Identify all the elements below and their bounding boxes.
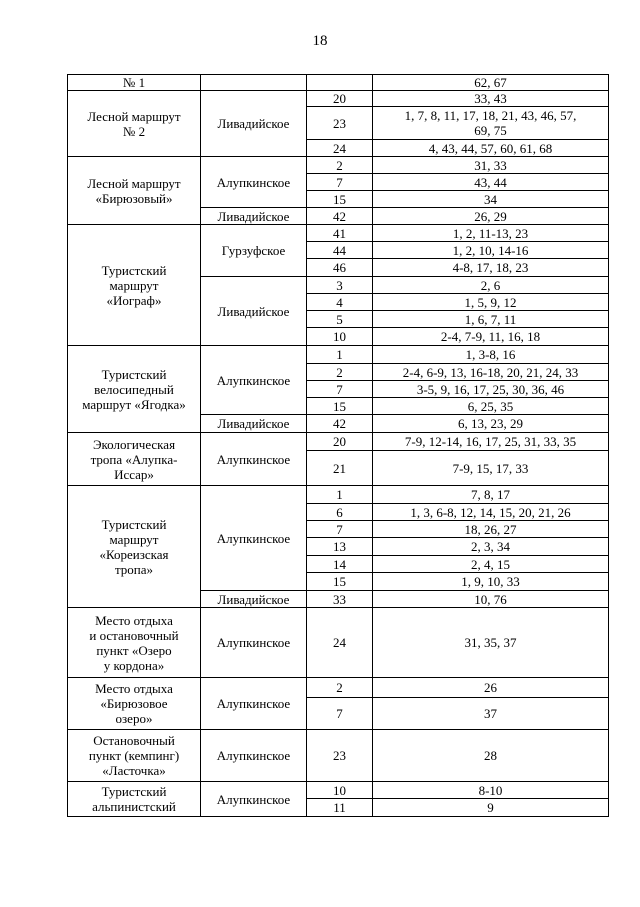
plots-cell-text: 62, 67 xyxy=(474,75,507,90)
forestry-cell-text: Алупкинское xyxy=(216,372,291,388)
quarter-cell-text: 44 xyxy=(333,242,346,258)
plots-cell xyxy=(373,75,609,91)
route-name-cell-text: № 1 xyxy=(122,75,146,90)
quarter-cell-text: 5 xyxy=(336,311,343,327)
quarter-cell-text: 24 xyxy=(333,635,346,650)
table-row xyxy=(68,75,609,91)
quarter-cell-text: 20 xyxy=(333,434,346,449)
route-name-cell-text: Место отдыха и остановочный пункт «Озеро у кордона» xyxy=(89,612,179,673)
forestry-cell xyxy=(201,208,307,225)
route-name-cell-text: Лесной маршрут № 2 xyxy=(87,108,181,139)
plots-cell-text: 4, 43, 44, 57, 60, 61, 68 xyxy=(428,140,553,156)
plots-cell-text: 33, 43 xyxy=(474,91,507,106)
forestry-cell xyxy=(201,91,307,157)
quarter-cell xyxy=(307,608,373,678)
plots-cell-text: 2, 4, 15 xyxy=(471,556,510,572)
plots-cell xyxy=(373,91,609,107)
route-name-cell-text: Место отдыха «Бирюзовое озеро» xyxy=(95,681,173,726)
route-name-cell xyxy=(68,225,201,346)
quarter-cell-text: 2 xyxy=(336,680,343,695)
quarter-cell xyxy=(307,311,373,328)
quarter-cell xyxy=(307,799,373,817)
table-row xyxy=(68,346,609,364)
plots-cell xyxy=(373,521,609,538)
quarter-cell xyxy=(307,225,373,242)
table-row xyxy=(68,91,609,107)
quarter-cell xyxy=(307,591,373,608)
quarter-cell-text: 7 xyxy=(336,706,343,721)
quarter-cell-text: 7 xyxy=(336,174,343,190)
plots-cell-text: 31, 35, 37 xyxy=(464,635,517,650)
plots-cell-text: 4-8, 17, 18, 23 xyxy=(452,260,529,275)
plots-cell xyxy=(373,504,609,521)
forestry-cell xyxy=(201,75,307,91)
plots-cell xyxy=(373,538,609,556)
forestry-cell-text: Ливадийское xyxy=(217,416,290,431)
routes-table xyxy=(67,74,609,817)
plots-cell xyxy=(373,208,609,225)
plots-cell xyxy=(373,381,609,398)
quarter-cell-text: 6 xyxy=(336,504,343,520)
plots-cell-text: 1, 5, 9, 12 xyxy=(464,294,517,310)
plots-cell xyxy=(373,451,609,486)
plots-cell xyxy=(373,433,609,451)
quarter-cell-text: 41 xyxy=(333,225,346,241)
plots-cell xyxy=(373,242,609,259)
plots-cell-text: 34 xyxy=(484,191,497,207)
quarter-cell-text: 7 xyxy=(336,521,343,537)
quarter-cell xyxy=(307,398,373,415)
plots-cell-text: 3-5, 9, 16, 17, 25, 30, 36, 46 xyxy=(416,381,565,397)
route-name-cell-text: Лесной маршрут «Бирюзовый» xyxy=(87,175,181,206)
quarter-cell-text: 10 xyxy=(333,782,346,798)
quarter-cell xyxy=(307,107,373,140)
table-row xyxy=(68,433,609,451)
forestry-cell xyxy=(201,225,307,277)
forestry-cell xyxy=(201,415,307,433)
quarter-cell xyxy=(307,782,373,799)
quarter-cell xyxy=(307,208,373,225)
quarter-cell xyxy=(307,91,373,107)
quarter-cell-text: 10 xyxy=(333,329,346,344)
quarter-cell xyxy=(307,157,373,174)
plots-cell-text: 26, 29 xyxy=(474,208,507,224)
plots-cell-text: 1, 3-8, 16 xyxy=(465,347,516,362)
route-name-cell xyxy=(68,730,201,782)
forestry-cell-text: Алупкинское xyxy=(216,791,291,807)
route-name-cell xyxy=(68,678,201,730)
plots-cell-text: 8-10 xyxy=(478,782,503,798)
forestry-cell-text: Гурзуфское xyxy=(221,243,286,258)
quarter-cell xyxy=(307,140,373,157)
quarter-cell-text: 4 xyxy=(336,294,343,310)
route-name-cell xyxy=(68,782,201,817)
plots-cell xyxy=(373,608,609,678)
plots-cell xyxy=(373,591,609,608)
quarter-cell xyxy=(307,486,373,504)
plots-cell xyxy=(373,174,609,191)
plots-cell xyxy=(373,799,609,817)
quarter-cell xyxy=(307,259,373,277)
quarter-cell xyxy=(307,451,373,486)
quarter-cell-text: 42 xyxy=(333,416,346,431)
plots-cell xyxy=(373,398,609,415)
forestry-cell xyxy=(201,782,307,817)
table-row xyxy=(68,486,609,504)
table-row xyxy=(68,678,609,698)
quarter-cell xyxy=(307,191,373,208)
quarter-cell-text: 33 xyxy=(333,591,346,607)
plots-cell xyxy=(373,259,609,277)
quarter-cell-text: 1 xyxy=(336,347,343,362)
quarter-cell xyxy=(307,364,373,381)
forestry-cell xyxy=(201,433,307,486)
quarter-cell-text: 7 xyxy=(336,381,343,397)
forestry-cell-text: Алупкинское xyxy=(216,174,291,190)
route-name-cell xyxy=(68,75,201,91)
quarter-cell-text: 24 xyxy=(333,140,346,156)
plots-cell-text: 2, 3, 34 xyxy=(471,539,510,554)
quarter-cell-text: 11 xyxy=(333,800,346,815)
route-name-cell-text: Туристский альпинистский xyxy=(92,784,176,814)
quarter-cell-text: 15 xyxy=(333,191,346,207)
quarter-cell-text: 2 xyxy=(336,364,343,380)
quarter-cell xyxy=(307,381,373,398)
plots-cell xyxy=(373,311,609,328)
plots-cell-text: 26 xyxy=(484,680,497,695)
forestry-cell xyxy=(201,730,307,782)
plots-cell xyxy=(373,730,609,782)
plots-cell-text: 1, 3, 6-8, 12, 14, 15, 20, 21, 26 xyxy=(410,504,571,520)
plots-cell-text: 1, 9, 10, 33 xyxy=(461,574,520,589)
plots-cell-text: 7, 8, 17 xyxy=(471,487,510,502)
quarter-cell-text: 21 xyxy=(333,460,346,476)
quarter-cell xyxy=(307,294,373,311)
plots-cell xyxy=(373,328,609,346)
table-body xyxy=(68,75,609,817)
plots-cell-text: 31, 33 xyxy=(474,157,507,173)
quarter-cell xyxy=(307,538,373,556)
quarter-cell xyxy=(307,678,373,698)
plots-cell xyxy=(373,107,609,140)
quarter-cell-text: 20 xyxy=(333,91,346,106)
forestry-cell xyxy=(201,486,307,591)
forestry-cell-text: Ливадийское xyxy=(217,208,290,224)
plots-cell-text: 9 xyxy=(487,800,494,815)
quarter-cell xyxy=(307,174,373,191)
quarter-cell xyxy=(307,730,373,782)
plots-cell-text: 1, 2, 10, 14-16 xyxy=(452,242,529,258)
route-name-cell xyxy=(68,433,201,486)
plots-cell-text: 6, 13, 23, 29 xyxy=(458,416,523,431)
plots-cell-text: 1, 6, 7, 11 xyxy=(464,311,517,327)
table-row xyxy=(68,730,609,782)
table-row xyxy=(68,782,609,799)
plots-cell-text: 28 xyxy=(484,748,497,763)
quarter-cell-text: 23 xyxy=(333,115,346,131)
plots-cell xyxy=(373,364,609,381)
forestry-cell-text: Ливадийское xyxy=(217,303,290,319)
quarter-cell-text: 23 xyxy=(333,748,346,763)
quarter-cell xyxy=(307,415,373,433)
quarter-cell-text: 3 xyxy=(336,277,343,293)
quarter-cell xyxy=(307,573,373,591)
plots-cell-text: 18, 26, 27 xyxy=(464,521,517,537)
plots-cell-text: 6, 25, 35 xyxy=(467,398,514,414)
forestry-cell xyxy=(201,678,307,730)
forestry-cell-text: Алупкинское xyxy=(216,451,291,467)
plots-cell xyxy=(373,556,609,573)
plots-cell xyxy=(373,157,609,174)
table-row xyxy=(68,608,609,678)
quarter-cell-text: 15 xyxy=(333,574,346,589)
plots-cell-text: 1, 2, 11-13, 23 xyxy=(452,225,529,241)
forestry-cell-text: Алупкинское xyxy=(216,530,291,546)
forestry-cell-text: Ливадийское xyxy=(217,591,290,607)
route-name-cell xyxy=(68,608,201,678)
quarter-cell xyxy=(307,433,373,451)
route-name-cell-text: Экологическая тропа «Алупка- Иссар» xyxy=(90,436,178,482)
plots-cell xyxy=(373,415,609,433)
forestry-cell xyxy=(201,277,307,346)
forestry-cell-text: Алупкинское xyxy=(216,696,291,711)
route-name-cell xyxy=(68,486,201,608)
table-row xyxy=(68,225,609,242)
quarter-cell-text: 42 xyxy=(333,208,346,224)
quarter-cell xyxy=(307,75,373,91)
forestry-cell xyxy=(201,346,307,415)
plots-cell-text: 2-4, 7-9, 11, 16, 18 xyxy=(440,329,541,344)
plots-cell-text: 2, 6 xyxy=(480,277,501,293)
quarter-cell-text: 1 xyxy=(336,487,343,502)
plots-cell xyxy=(373,191,609,208)
table-row xyxy=(68,157,609,174)
plots-cell xyxy=(373,140,609,157)
plots-cell xyxy=(373,573,609,591)
route-name-cell-text: Туристский маршрут «Кореизская тропа» xyxy=(99,516,169,577)
quarter-cell xyxy=(307,698,373,730)
page-number: 18 xyxy=(312,33,328,49)
plots-cell-text: 43, 44 xyxy=(474,174,507,190)
plots-cell-text: 37 xyxy=(484,706,497,721)
quarter-cell xyxy=(307,277,373,294)
plots-cell xyxy=(373,698,609,730)
quarter-cell xyxy=(307,556,373,573)
quarter-cell xyxy=(307,504,373,521)
plots-cell xyxy=(373,277,609,294)
plots-cell-text: 10, 76 xyxy=(474,591,507,607)
quarter-cell xyxy=(307,346,373,364)
quarter-cell xyxy=(307,242,373,259)
forestry-cell xyxy=(201,157,307,208)
forestry-cell-text: Алупкинское xyxy=(216,748,291,763)
route-name-cell-text: Остановочный пункт (кемпинг) «Ласточка» xyxy=(88,733,180,778)
quarter-cell-text: 14 xyxy=(333,556,346,572)
plots-cell xyxy=(373,225,609,242)
quarter-cell xyxy=(307,521,373,538)
plots-cell-text: 1, 7, 8, 11, 17, 18, 21, 43, 46, 57, 69, 75 xyxy=(404,108,577,138)
forestry-cell xyxy=(201,591,307,608)
route-name-cell xyxy=(68,157,201,225)
route-name-cell xyxy=(68,91,201,157)
plots-cell xyxy=(373,486,609,504)
plots-cell xyxy=(373,294,609,311)
plots-cell-text: 7-9, 12-14, 16, 17, 25, 31, 33, 35 xyxy=(404,434,577,449)
quarter-cell xyxy=(307,328,373,346)
forestry-cell-text: Алупкинское xyxy=(216,635,291,650)
plots-cell xyxy=(373,782,609,799)
quarter-cell-text: 15 xyxy=(333,398,346,414)
plots-cell xyxy=(373,678,609,698)
route-name-cell-text: Туристский велосипедный маршрут «Ягодка» xyxy=(82,366,186,412)
route-name-cell xyxy=(68,346,201,433)
forestry-cell xyxy=(201,608,307,678)
forestry-cell-text: Ливадийское xyxy=(217,116,290,131)
quarter-cell-text: 46 xyxy=(333,260,346,275)
quarter-cell-text: 2 xyxy=(336,157,343,173)
quarter-cell-text: 13 xyxy=(333,539,346,554)
route-name-cell-text: Туристский маршрут «Иограф» xyxy=(101,262,167,308)
plots-cell xyxy=(373,346,609,364)
plots-cell-text: 2-4, 6-9, 13, 16-18, 20, 21, 24, 33 xyxy=(402,364,579,380)
plots-cell-text: 7-9, 15, 17, 33 xyxy=(452,460,529,476)
